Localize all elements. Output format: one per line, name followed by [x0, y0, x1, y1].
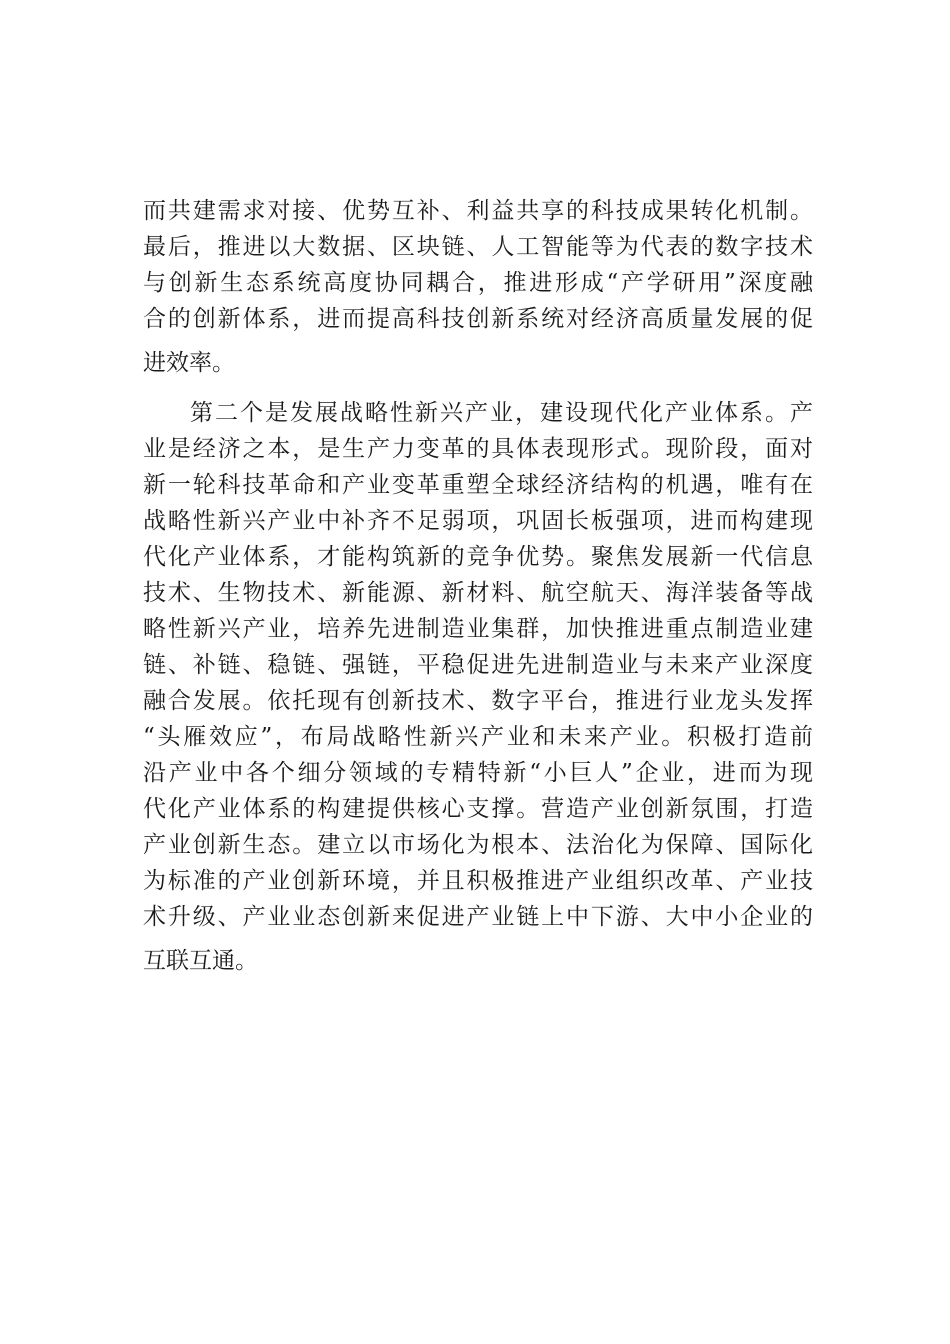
- text-line: 而共建需求对接、优势互补、利益共享的科技成果转化机制。: [143, 198, 813, 224]
- text-line: 进效率。: [143, 350, 235, 376]
- text-line: 代化产业体系，才能构筑新的竞争优势。聚焦发展新一代信息: [143, 544, 813, 570]
- paragraph-2: [143, 395, 813, 979]
- text-line: 最后，推进以大数据、区块链、人工智能等为代表的数字技术: [143, 234, 813, 260]
- text-line: 沿产业中各个细分领域的专精特新“小巨人”企业，进而为现: [143, 760, 813, 786]
- text-line: 互联互通。: [143, 948, 258, 974]
- paragraph-1: [143, 193, 813, 381]
- text-line: “头雁效应”，布局战略性新兴产业和未来产业。积极打造前: [143, 724, 813, 750]
- text-line: 融合发展。依托现有创新技术、数字平台，推进行业龙头发挥: [143, 688, 813, 714]
- text-line: 链、补链、稳链、强链，平稳促进先进制造业与未来产业深度: [143, 652, 813, 678]
- text-line: 为标准的产业创新环境，并且积极推进产业组织改革、产业技: [143, 868, 813, 894]
- text-line: 新一轮科技革命和产业变革重塑全球经济结构的机遇，唯有在: [143, 472, 813, 498]
- text-line: 代化产业体系的构建提供核心支撑。营造产业创新氛围，打造: [143, 796, 813, 822]
- text-line: 技术、生物技术、新能源、新材料、航空航天、海洋装备等战: [143, 580, 813, 606]
- text-line: 产业创新生态。建立以市场化为根本、法治化为保障、国际化: [143, 832, 813, 858]
- text-line: 合的创新体系，进而提高科技创新系统对经济高质量发展的促: [143, 306, 813, 332]
- text-line: 略性新兴产业，培养先进制造业集群，加快推进重点制造业建: [143, 616, 813, 642]
- text-line: 业是经济之本，是生产力变革的具体表现形式。现阶段，面对: [143, 436, 813, 462]
- text-line: 与创新生态系统高度协同耦合，推进形成“产学研用”深度融: [143, 270, 813, 296]
- text-line: 战略性新兴产业中补齐不足弱项，巩固长板强项，进而构建现: [143, 508, 813, 534]
- body-text: [143, 193, 813, 979]
- text-line: 第二个是发展战略性新兴产业，建设现代化产业体系。产: [190, 400, 813, 426]
- text-line: 术升级、产业业态创新来促进产业链上中下游、大中小企业的: [143, 904, 813, 930]
